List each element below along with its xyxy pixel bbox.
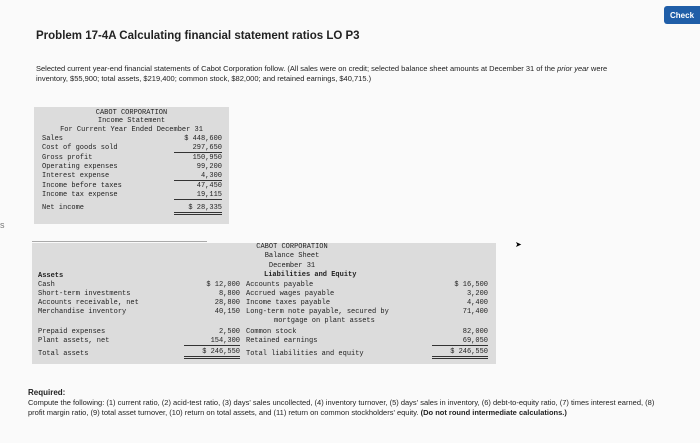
is-company: CABOT CORPORATION xyxy=(95,109,168,117)
asset-label: Merchandise inventory xyxy=(38,308,127,316)
liability-value: 69,050 xyxy=(432,337,488,346)
is-row-value: $ 448,600 xyxy=(184,135,222,143)
liability-value: 4,400 xyxy=(466,299,488,307)
asset-value: 8,800 xyxy=(218,290,240,298)
is-row-value: 4,300 xyxy=(174,172,222,181)
is-row-value: $ 28,335 xyxy=(174,204,222,215)
is-row-label: Cost of goods sold xyxy=(42,144,118,152)
bs-title: Balance Sheet xyxy=(264,252,320,260)
is-period: For Current Year Ended December 31 xyxy=(60,126,203,134)
is-row-value: 99,200 xyxy=(196,163,222,171)
bs-company: CABOT CORPORATION xyxy=(256,243,328,251)
required-section xyxy=(28,388,668,418)
check-button[interactable]: Check xyxy=(664,6,700,24)
asset-value: 28,800 xyxy=(214,299,240,307)
asset-label: Short-term investments xyxy=(38,290,131,298)
bs-top-rule xyxy=(32,241,207,246)
liability-label: Income taxes payable xyxy=(246,299,331,307)
asset-label: Total assets xyxy=(38,350,89,358)
liability-label: Retained earnings xyxy=(246,337,318,345)
assets-heading: Assets xyxy=(38,272,64,280)
income-statement xyxy=(34,107,229,224)
asset-label: Accounts receivable, net xyxy=(38,299,139,307)
asset-value: 40,150 xyxy=(214,308,240,316)
balance-sheet xyxy=(32,243,496,364)
liability-label: Accounts payable xyxy=(246,281,314,289)
is-row-label: Interest expense xyxy=(42,172,110,180)
asset-value: $ 246,550 xyxy=(184,348,240,359)
required-text: Compute the following: (1) current ratio, (2) acid-test ratio, (3) days' sales uncollected, (4) inventory turnover, (5) days' sales in inventory, (6) debt-to-equity ratio, (7) times interest earned, (8) profit margin ratio, (9) total asset turnover, (10) return on total assets, and (11) return on common stockholders' equity. (Do not round intermediate calculations.) xyxy=(28,398,655,417)
is-row-label: Income tax expense xyxy=(42,191,118,199)
liability-value: 82,000 xyxy=(462,328,488,336)
liability-label: mortgage on plant assets xyxy=(274,317,375,325)
liability-label: Accrued wages payable xyxy=(246,290,335,298)
liability-label: Total liabilities and equity xyxy=(246,350,364,358)
mouse-cursor-icon: ➤ xyxy=(515,240,522,249)
asset-value: 154,300 xyxy=(184,337,240,346)
asset-value: $ 12,000 xyxy=(206,281,240,289)
is-row-label: Operating expenses xyxy=(42,163,118,171)
liabilities-heading: Liabilities and Equity xyxy=(264,271,357,279)
is-row-value: 150,950 xyxy=(192,154,222,162)
is-row-label: Gross profit xyxy=(42,154,93,162)
intro-text: Selected current year-end financial statements of Cabot Corporation follow. (All sales were on credit; selected balance sheet amounts at December 31 of the prior year were inventory, $55,900; total assets, $219,400; common stock, $82,000; and retained earnings, $40,715.) xyxy=(36,64,608,83)
liability-value: 71,400 xyxy=(462,308,488,316)
liability-label: Common stock xyxy=(246,328,297,336)
asset-label: Prepaid expenses xyxy=(38,328,106,336)
is-row-label: Income before taxes xyxy=(42,182,122,190)
required-heading: Required: xyxy=(28,388,66,397)
is-row-label: Sales xyxy=(42,135,64,143)
is-row-value: 47,450 xyxy=(196,182,222,190)
is-row-label: Net income xyxy=(42,204,85,212)
is-row-value: 297,650 xyxy=(174,144,222,153)
is-row-value: 19,115 xyxy=(174,191,222,200)
asset-value: 2,500 xyxy=(218,328,240,336)
bs-date: December 31 xyxy=(268,262,316,270)
is-title: Income Statement xyxy=(97,117,166,125)
liability-value: $ 16,500 xyxy=(454,281,488,289)
liability-label: Long-term note payable, secured by xyxy=(246,308,389,316)
asset-label: Cash xyxy=(38,281,55,289)
asset-label: Plant assets, net xyxy=(38,337,110,345)
liability-value: 3,200 xyxy=(466,290,488,298)
liability-value: $ 246,550 xyxy=(432,348,488,359)
page-title: Problem 17-4A Calculating financial statement ratios LO P3 xyxy=(36,30,360,42)
edge-mark: s xyxy=(0,220,5,230)
